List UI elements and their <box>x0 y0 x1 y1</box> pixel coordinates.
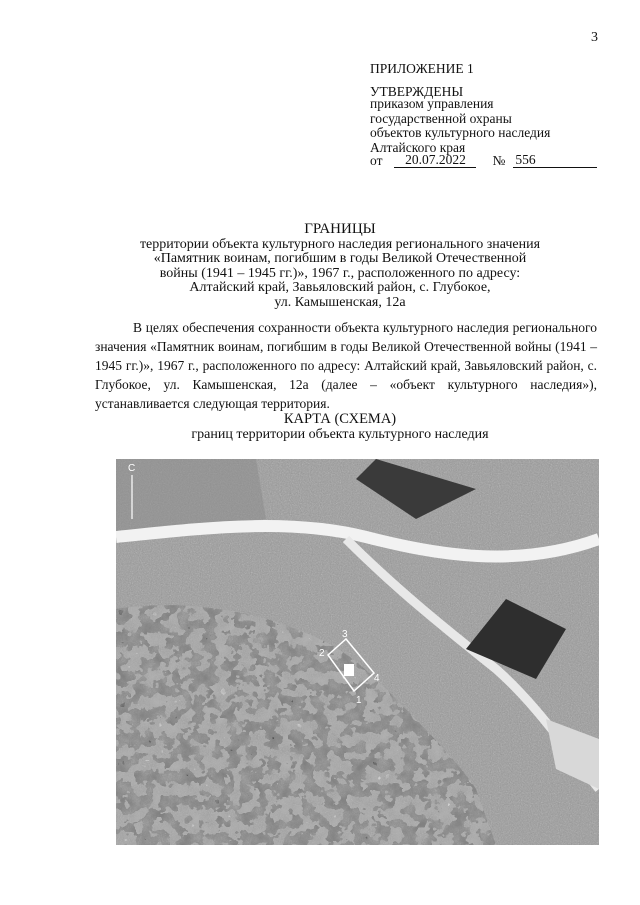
order-date: 20.07.2022 <box>394 152 476 168</box>
aerial-map-image <box>116 459 599 845</box>
intro-paragraph: В целях обеспечения сохранности объекта культурного наследия регионального значения «Памятник воинам, погибшим в годы Великой Отечественной войны (1941 – 1945 гг.)», 1967 г., расположенного по адресу: Алтайский край, Завьяловский район, с. Глубокое, ул. Камышенская, 12а (далее – «объект культурного наследия»), устанавливается следующая территория. <box>95 320 597 411</box>
map-title: КАРТА (СХЕМА) <box>283 411 397 427</box>
heading-line: войны (1941 – 1945 гг.)», 1967 г., расположенного по адресу: <box>159 265 521 281</box>
point-label: 1 <box>356 695 362 706</box>
page-number: 3 <box>591 30 598 45</box>
from-label: от <box>370 153 383 168</box>
heading-line: Алтайский край, Завьяловский район, с. Глубокое, <box>189 280 491 295</box>
heading-line: ул. Камышенская, 12а <box>274 294 406 310</box>
map-heading <box>110 412 570 442</box>
north-label: С <box>128 463 136 474</box>
order-date-number <box>370 152 597 168</box>
point-label: 4 <box>374 673 380 684</box>
document-heading <box>110 222 570 310</box>
order-number: 556 <box>513 152 597 168</box>
map-subtitle: границ территории объекта культурного наследия <box>191 427 489 442</box>
appendix-title: ПРИЛОЖЕНИЕ 1 <box>370 61 474 76</box>
approved-title: УТВЕРЖДЕНЫ <box>370 84 464 99</box>
approval-block <box>370 97 610 155</box>
heading-line: «Памятник воинам, погибшим в годы Великой Отечественной <box>153 251 527 266</box>
point-label: 2 <box>319 648 325 659</box>
approval-line: государственной охраны <box>370 110 512 126</box>
heading-line: территории объекта культурного наследия регионального значения <box>139 236 541 252</box>
heading-title: ГРАНИЦЫ <box>304 221 376 237</box>
approval-line: приказом управления <box>370 96 494 111</box>
point-label: 3 <box>342 629 348 640</box>
approval-line: объектов культурного наследия <box>370 125 551 140</box>
number-label: № <box>492 153 506 168</box>
approval-line: Алтайского края <box>370 139 466 155</box>
